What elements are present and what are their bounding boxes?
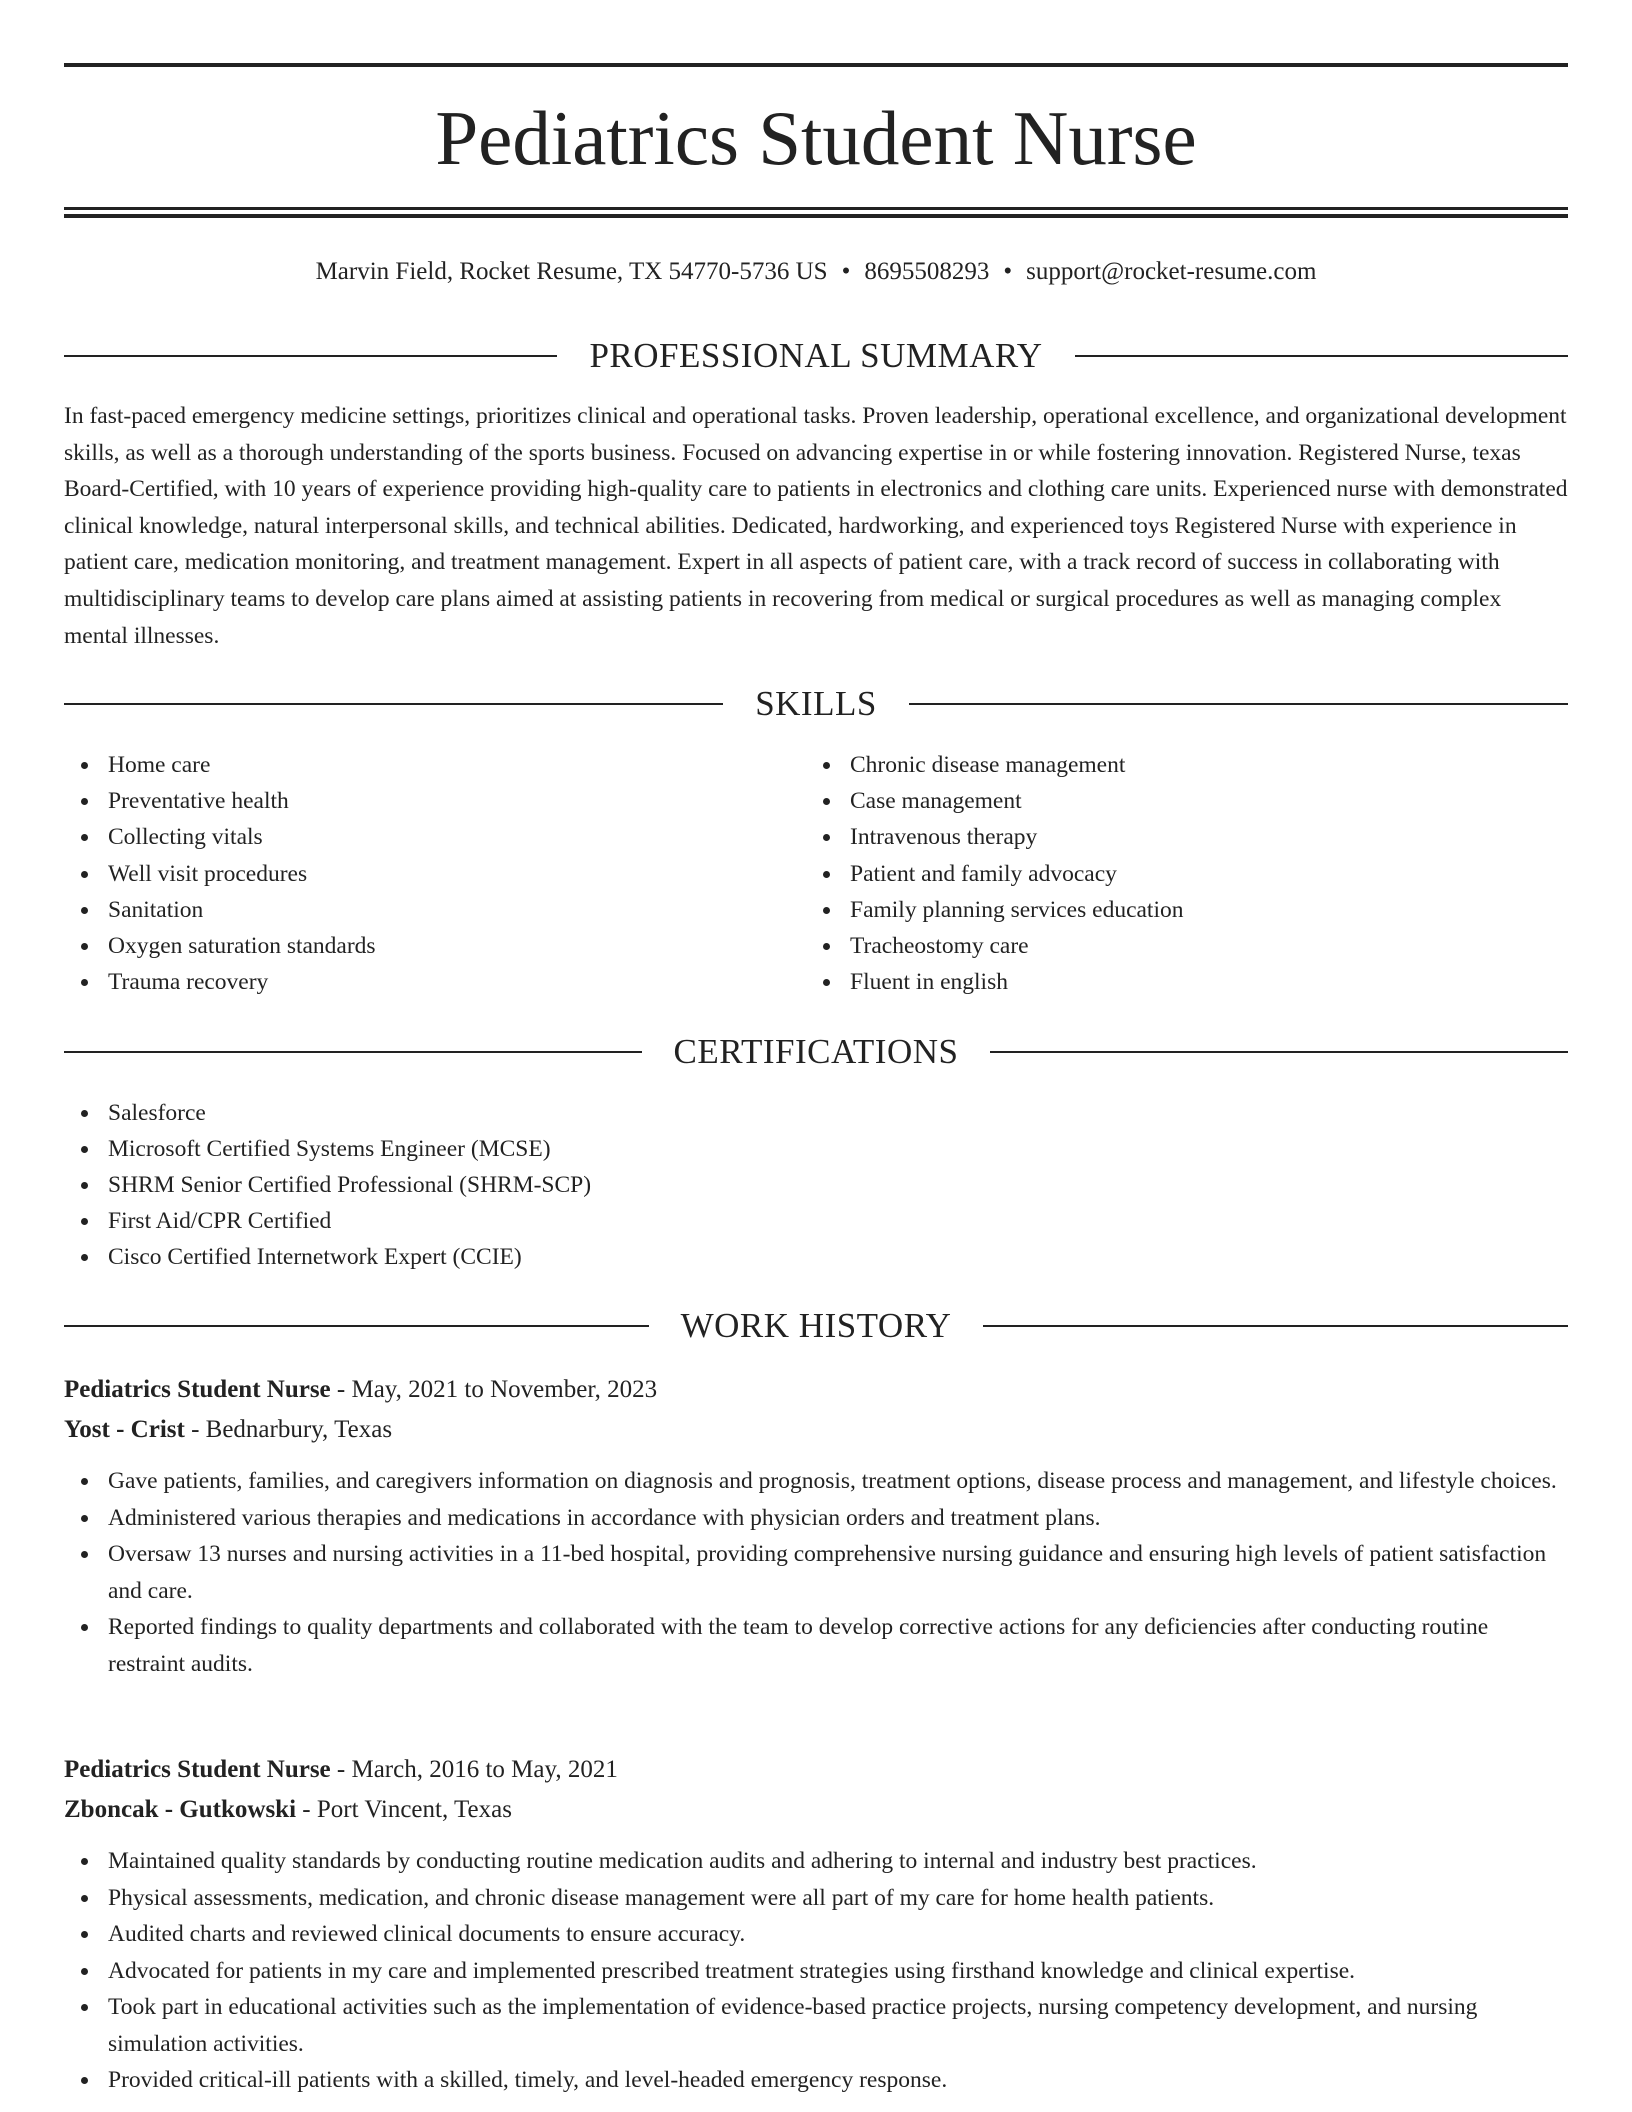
skill-item: Preventative health (64, 783, 784, 819)
job-1-dates: - May, 2021 to November, 2023 (330, 1376, 658, 1403)
certification-item: SHRM Senior Certified Professional (SHRM-SCP) (64, 1167, 1568, 1203)
certification-item: First Aid/CPR Certified (64, 1203, 1568, 1239)
job-2-location: - Port Vincent, Texas (296, 1796, 512, 1823)
skill-item: Family planning services education (806, 892, 1526, 928)
job-1-bullet-list (64, 1463, 1568, 1682)
job-bullet: Advocated for patients in my care and implemented prescribed treatment strategies using firsthand knowledge and clinical expertise. (64, 1953, 1568, 1990)
summary-heading-label: PROFESSIONAL SUMMARY (589, 336, 1043, 375)
heading-rule-right (983, 1325, 1568, 1327)
contact-phone: 8695508293 (864, 258, 990, 285)
job-bullet: Oversaw 13 nurses and nursing activities in a 11-bed hospital, providing comprehensive nursing guidance and ensuring high levels of patient satisfaction and care. (64, 1536, 1568, 1609)
skills-heading-label: SKILLS (755, 684, 877, 723)
title-rule-lower (64, 214, 1568, 218)
job-bullet: Maintained quality standards by conducting routine medication audits and adhering to internal and industry best practices. (64, 1843, 1568, 1880)
job-bullet: Audited charts and reviewed clinical documents to ensure accuracy. (64, 1916, 1568, 1953)
skills-heading (64, 682, 1568, 726)
job-1-location: - Bednarbury, Texas (184, 1416, 393, 1443)
contact-separator: • (841, 258, 851, 285)
heading-rule-right (990, 1051, 1568, 1053)
job-1-employer-line (64, 1410, 1568, 1450)
skill-item: Sanitation (64, 892, 784, 928)
certifications-heading-label: CERTIFICATIONS (673, 1032, 959, 1071)
job-2-employer: Zboncak - Gutkowski (64, 1796, 297, 1823)
heading-rule-left (64, 1051, 642, 1053)
job-2-bullet-list (64, 1843, 1568, 2099)
resume-title: Pediatrics Student Nurse (435, 95, 1197, 181)
job-bullet: Gave patients, families, and caregivers information on diagnosis and prognosis, treatment options, disease process and management, and lifestyle choices. (64, 1463, 1568, 1500)
job-2-title-line (64, 1750, 1568, 1790)
job-1-title-line (64, 1370, 1568, 1410)
heading-rule-right (1075, 355, 1568, 357)
job-bullet: Provided critical-ill patients with a skilled, timely, and level-headed emergency response. (64, 2062, 1568, 2099)
certification-item: Salesforce (64, 1095, 1568, 1131)
contact-separator: • (1003, 258, 1013, 285)
certifications-block (64, 1095, 1568, 1275)
heading-rule-right (909, 703, 1568, 705)
contact-address: Marvin Field, Rocket Resume, TX 54770-5736 US (315, 258, 828, 285)
skill-item: Collecting vitals (64, 819, 784, 855)
skill-item: Home care (64, 747, 784, 783)
heading-rule-left (64, 703, 723, 705)
summary-heading (64, 334, 1568, 378)
contact-email: support@rocket-resume.com (1026, 258, 1317, 285)
job-2-bullets (64, 1843, 1568, 2099)
job-bullet: Took part in educational activities such as the implementation of evidence-based practice projects, nursing competency development, and nursing simulation activities. (64, 1989, 1568, 2062)
contact-line (64, 254, 1568, 290)
job-bullet: Reported findings to quality departments and collaborated with the team to develop corrective actions for any deficiencies after conducting routine restraint audits. (64, 1609, 1568, 1682)
skill-item: Case management (806, 783, 1526, 819)
skill-item: Intravenous therapy (806, 819, 1526, 855)
job-bullet: Administered various therapies and medications in accordance with physician orders and treatment plans. (64, 1500, 1568, 1537)
certification-item: Microsoft Certified Systems Engineer (MCSE) (64, 1131, 1568, 1167)
job-bullet: Physical assessments, medication, and chronic disease management were all part of my care for home health patients. (64, 1880, 1568, 1917)
skills-left-column (64, 747, 784, 1000)
top-rule (64, 63, 1568, 67)
summary-text: In fast-paced emergency medicine settings, prioritizes clinical and operational tasks. Proven leadership, operational excellence, and organizational development skills, as well as a thorough understanding of the sports business. Focused on advancing expertise in or while fostering innovation. Registered Nurse, texas Board-Certified, with 10 years of experience providing high-quality care to patients in electronics and clothing care units. Experienced nurse with demonstrated clinical knowledge, natural interpersonal skills, and technical abilities. Dedicated, hardworking, and experienced toys Registered Nurse with experience in patient care, medication monitoring, and treatment management. Expert in all aspects of patient care, with a track record of success in collaborating with multidisciplinary teams to develop care plans aimed at assisting patients in recovering from medical or surgical procedures as well as managing complex mental illnesses. (64, 403, 1568, 649)
skill-item: Fluent in english (806, 964, 1526, 1000)
job-2-dates: - March, 2016 to May, 2021 (330, 1756, 618, 1783)
certifications-heading (64, 1030, 1568, 1074)
certifications-list (64, 1095, 1568, 1275)
skills-right-column (806, 747, 1526, 1000)
work-history-heading-label: WORK HISTORY (680, 1306, 952, 1345)
skills-left-list (64, 747, 784, 1000)
skill-item: Well visit procedures (64, 856, 784, 892)
work-history-heading (64, 1304, 1568, 1348)
skill-item: Tracheostomy care (806, 928, 1526, 964)
heading-rule-left (64, 1325, 649, 1327)
job-2-employer-line (64, 1790, 1568, 1830)
job-1-role: Pediatrics Student Nurse (64, 1376, 331, 1403)
job-1-bullets (64, 1463, 1568, 1682)
heading-rule-left (64, 355, 557, 357)
skills-right-list (806, 747, 1526, 1000)
title-rule-upper (64, 207, 1568, 210)
certification-item: Cisco Certified Internetwork Expert (CCIE) (64, 1239, 1568, 1275)
job-1-employer: Yost - Crist (64, 1416, 185, 1443)
job-2-role: Pediatrics Student Nurse (64, 1756, 331, 1783)
skill-item: Chronic disease management (806, 747, 1526, 783)
skill-item: Trauma recovery (64, 964, 784, 1000)
skill-item: Oxygen saturation standards (64, 928, 784, 964)
skill-item: Patient and family advocacy (806, 856, 1526, 892)
